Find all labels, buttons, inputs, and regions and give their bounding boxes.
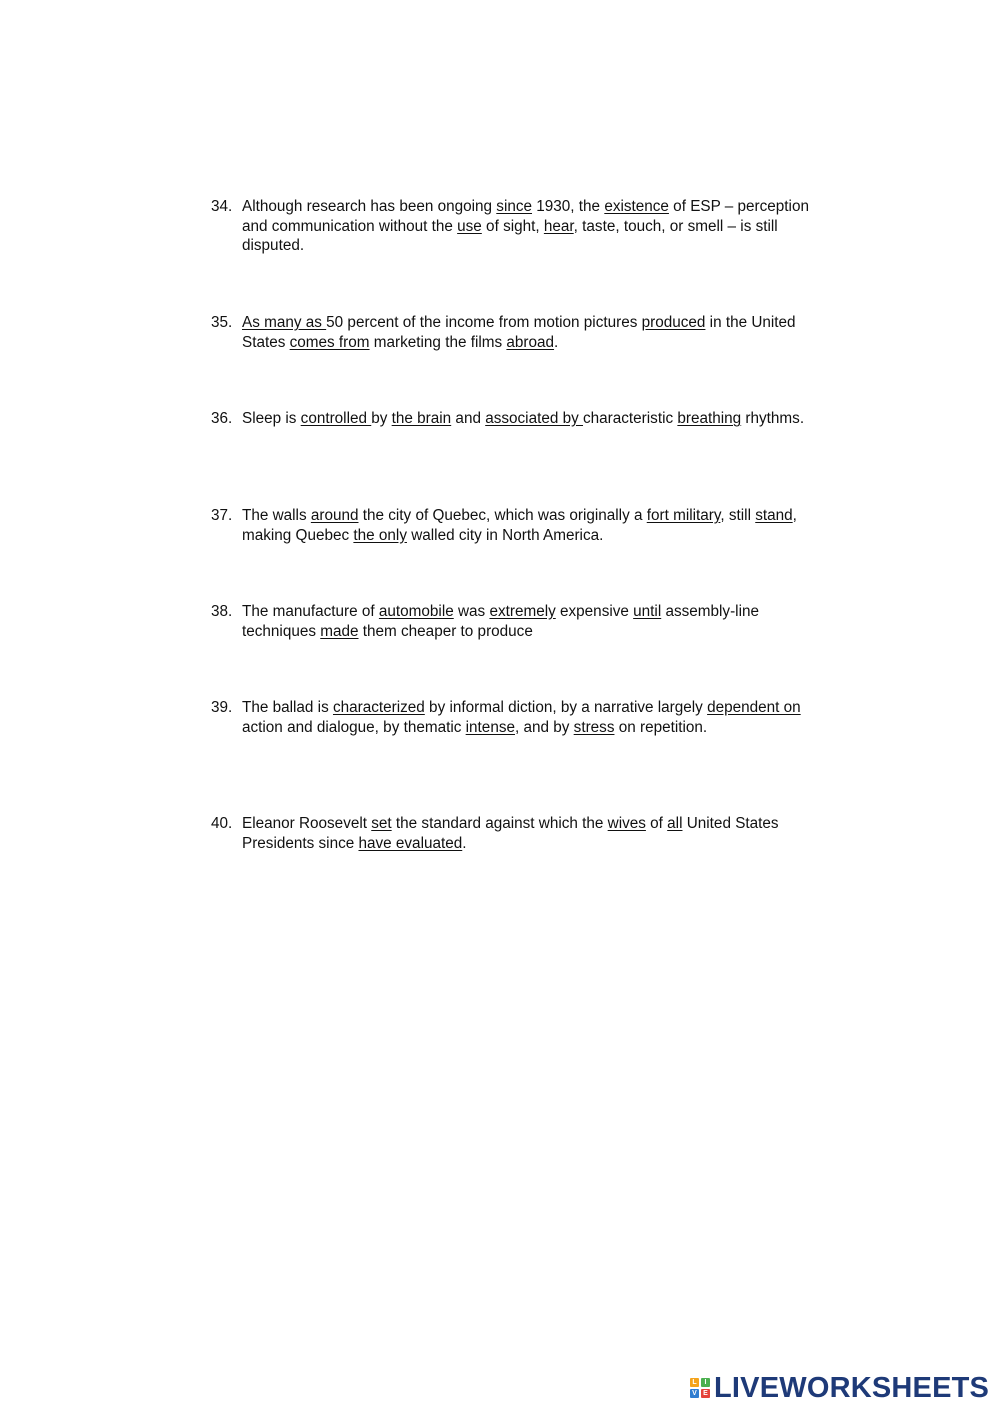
liveworksheets-logo [690,1370,989,1406]
underlined-option: the brain [391,410,452,427]
underlined-option: the only [353,526,407,544]
text-segment: the standard against which the [391,815,608,832]
logo-letter: V [690,1389,699,1398]
text-segment: them cheaper to produce [358,622,533,640]
text-segment: rhythms. [741,410,805,427]
question-38 [211,602,826,641]
underlined-option: until [633,603,662,620]
question-35 [211,313,826,352]
text-segment: The ballad is [242,699,333,716]
underlined-option: made [320,622,359,640]
question-text [242,197,826,256]
underlined-option: characterized [332,699,425,716]
underlined-option: dependent on [707,699,801,716]
text-segment: in the United States [242,314,796,351]
underlined-option: stand [755,507,793,524]
underlined-option: abroad [506,333,555,351]
underlined-option: since [496,198,533,215]
underlined-option: existence [604,198,669,215]
text-segment: Eleanor Roosevelt [242,815,372,832]
underlined-option: produced [641,314,706,331]
text-segment: 50 percent of the income from motion pictures [326,314,642,331]
text-segment: the city of Quebec, which was originally a [358,507,647,524]
text-segment: assembly-line techniques [242,603,759,640]
text-segment: , making Quebec [242,507,797,544]
question-number: 38. [211,603,233,620]
question-40 [211,814,826,853]
text-segment: . [462,834,467,852]
question-number: 37. [211,507,233,524]
underlined-option: controlled [300,410,372,427]
text-segment: , still [720,507,756,524]
question-number: 36. [211,410,233,427]
question-number: 34. [211,198,233,215]
underlined-option: associated by [485,410,584,427]
text-segment: Although research has been ongoing [242,198,497,215]
text-segment: The walls [242,507,311,524]
underlined-option: breathing [677,410,742,427]
text-segment: on repetition. [614,718,708,736]
text-segment: of ESP – perception and communication without the [242,198,809,235]
question-number: 40. [211,815,233,832]
logo-letter: L [690,1378,699,1387]
text-segment: The manufacture of [242,603,379,620]
logo-letter: I [701,1378,710,1387]
question-number: 39. [211,699,233,716]
text-segment: . [554,333,559,351]
question-36 [211,409,826,429]
question-text [242,814,826,853]
text-segment: expensive [555,603,634,620]
question-34 [211,197,826,256]
text-segment: characteristic [583,410,678,427]
logo-icon [690,1378,710,1398]
underlined-option: extremely [489,603,556,620]
text-segment: Sleep is [242,410,301,427]
underlined-option: fort military [646,507,721,524]
text-segment: , taste, touch, or smell – is still disputed. [242,217,778,255]
brand-name: LIVEWORKSHEETS [714,1371,990,1404]
question-number: 35. [211,314,233,331]
question-text [242,506,826,545]
question-text [242,409,826,429]
text-segment: United States Presidents since [242,815,779,852]
underlined-option: have evaluated [358,834,463,852]
text-segment: by informal diction, by a narrative largely [424,699,708,716]
text-segment: of [645,815,668,832]
text-segment: action and dialogue, by thematic [242,718,466,736]
logo-letter: E [701,1389,710,1398]
question-37 [211,506,826,545]
underlined-option: set [371,815,392,832]
text-segment: was [453,603,490,620]
text-segment: of sight, [481,217,544,235]
underlined-option: stress [573,718,615,736]
text-segment: 1930, the [532,198,605,215]
text-segment: by [371,410,392,427]
question-text [242,602,826,641]
underlined-option: around [310,507,359,524]
underlined-option: wives [607,815,646,832]
question-text [242,698,826,737]
underlined-option: all [667,815,683,832]
underlined-option: As many as [242,314,327,331]
question-text [242,313,826,352]
underlined-option: hear [543,217,574,235]
text-segment: marketing the films [369,333,507,351]
question-39 [211,698,826,737]
underlined-option: use [457,217,482,235]
text-segment: and [451,410,486,427]
underlined-option: comes from [289,333,370,351]
underlined-option: intense [465,718,515,736]
underlined-option: automobile [378,603,454,620]
text-segment: , and by [514,718,574,736]
text-segment: walled city in North America. [406,526,604,544]
